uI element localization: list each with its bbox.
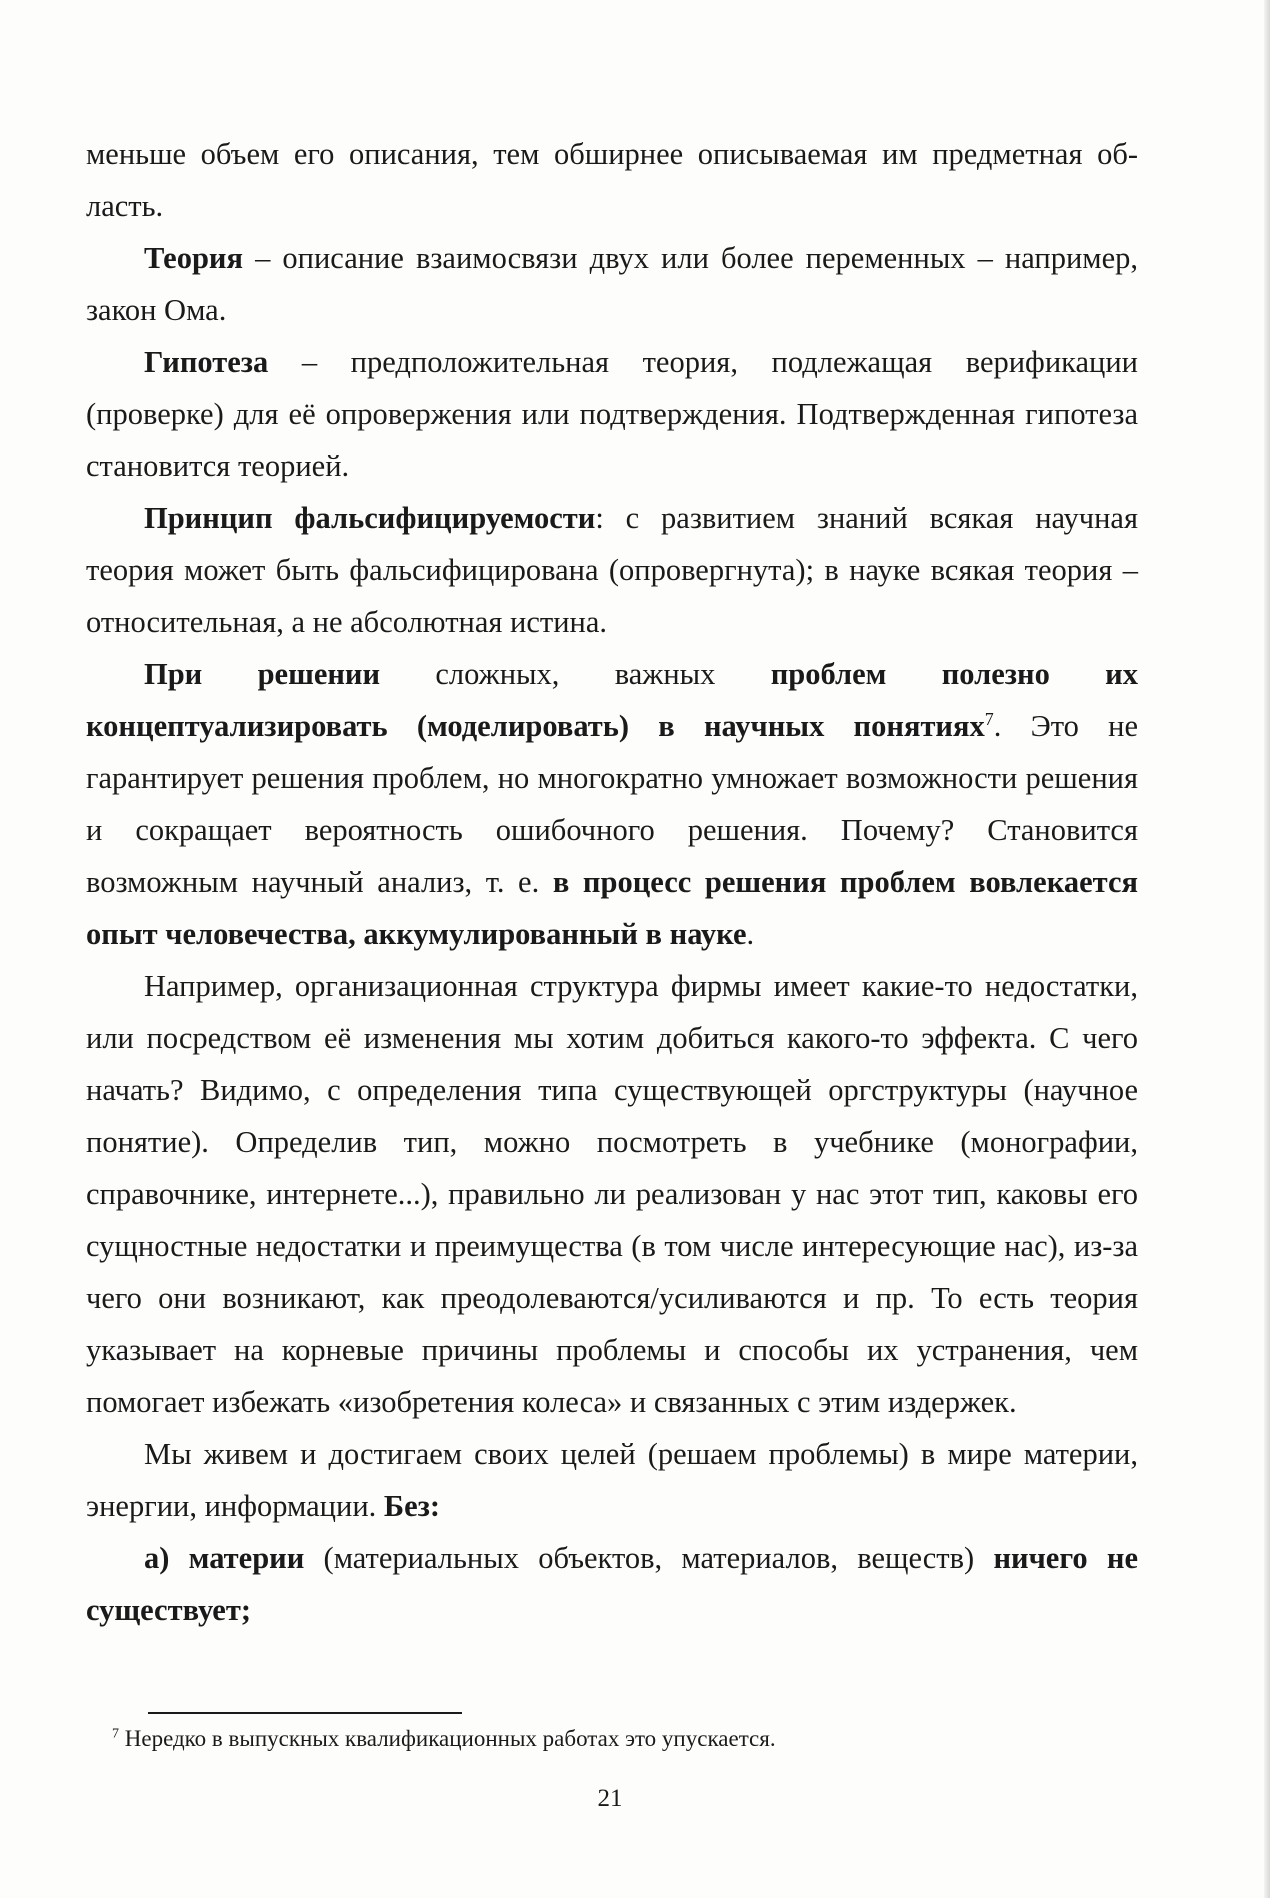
bold-phrase: При решении: [144, 657, 381, 691]
paragraph-example: [86, 960, 1138, 1428]
paragraph-text: (материальных объектов, материалов, веществ): [304, 1541, 994, 1575]
paragraph-text: меньше объем его описания, тем обширнее описываемая им предметная об-ласть.: [86, 137, 1138, 223]
bold-phrase: в процесс решения проблем вовлекается опыт человечества, аккумулированный в науке: [86, 865, 1139, 951]
paragraph-theory-definition: [86, 232, 1138, 336]
paragraph-text: – предположительная теория, подлежащая верификации (проверке) для её опровержения или подтверждения. Подтвержденная гипотеза становится теорией.: [86, 345, 1138, 483]
paragraph-text: Мы живем и достигаем своих целей (решаем проблемы) в мире материи, энергии, информации.: [86, 1437, 1138, 1523]
paragraph-text: – описание взаимосвязи двух или более переменных – например, закон Ома.: [86, 241, 1138, 327]
paragraph-matter-energy-info: [86, 1428, 1138, 1532]
paragraph-hypothesis-definition: [86, 336, 1138, 492]
page-number: 21: [597, 1785, 623, 1812]
paragraph-continuation: [86, 128, 1138, 232]
paragraph-problem-solving: [86, 648, 1138, 960]
term-falsifiability: Принцип фальсифицируемости: [144, 501, 596, 535]
bold-phrase: а) материи: [144, 1541, 305, 1575]
scan-edge: [1264, 0, 1270, 1898]
bold-phrase: Без:: [383, 1489, 441, 1523]
paragraph-text: Например, организационная структура фирмы имеет какие-то недостатки, или посредством её изменения мы хотим добиться какого-то эффекта. С чего начать? Видимо, с определения типа существующей оргструктуры (научное понятие). Определив тип, можно посмотреть в учебнике (монографии, справочнике, интернете...), правильно ли реализован у нас этот тип, каковы его сущностные недостатки и преимущества (в том числе интересующие нас), из-за чего они возникают, как преодолеваются/усиливаются и пр. То есть теория указывает на корневые причины проблемы и способы их устранения, чем помогает избежать «изобретения колеса» и связанных с этим издержек.: [86, 969, 1138, 1419]
paragraph-list-item-a: [86, 1532, 1138, 1636]
paragraph-text: сложных, важных: [380, 657, 771, 691]
bold-phrase: проблем полезно их концептуализировать (моделировать) в научных понятиях: [86, 657, 1138, 743]
paragraph-text: : с развитием знаний всякая научная теория может быть фальсифицирована (опровергнута); в науке всякая теория – относительная, а не абсолютная истина.: [86, 501, 1138, 639]
paragraph-text: . Это не гарантирует решения проблем, но многократно умножает возможности решения и сокращает вероятность ошибочного решения. Почему? Становится возможным научный анализ, т. е.: [86, 709, 1138, 899]
paragraph-falsifiability: [86, 492, 1138, 648]
footnote-marker: 7: [112, 1726, 119, 1742]
footnote-divider: [148, 1712, 462, 1714]
term-hypothesis: Гипотеза: [144, 345, 269, 379]
footnote: [112, 1722, 1112, 1756]
footnote-reference[interactable]: 7: [984, 708, 994, 729]
body-text: [86, 128, 1138, 1636]
bold-phrase: ничего не существует;: [86, 1541, 1139, 1627]
paragraph-text: .: [746, 917, 755, 951]
footnote-text: Нередко в выпускных квалификационных работах это упускается.: [119, 1726, 776, 1751]
term-theory: Теория: [144, 241, 244, 275]
